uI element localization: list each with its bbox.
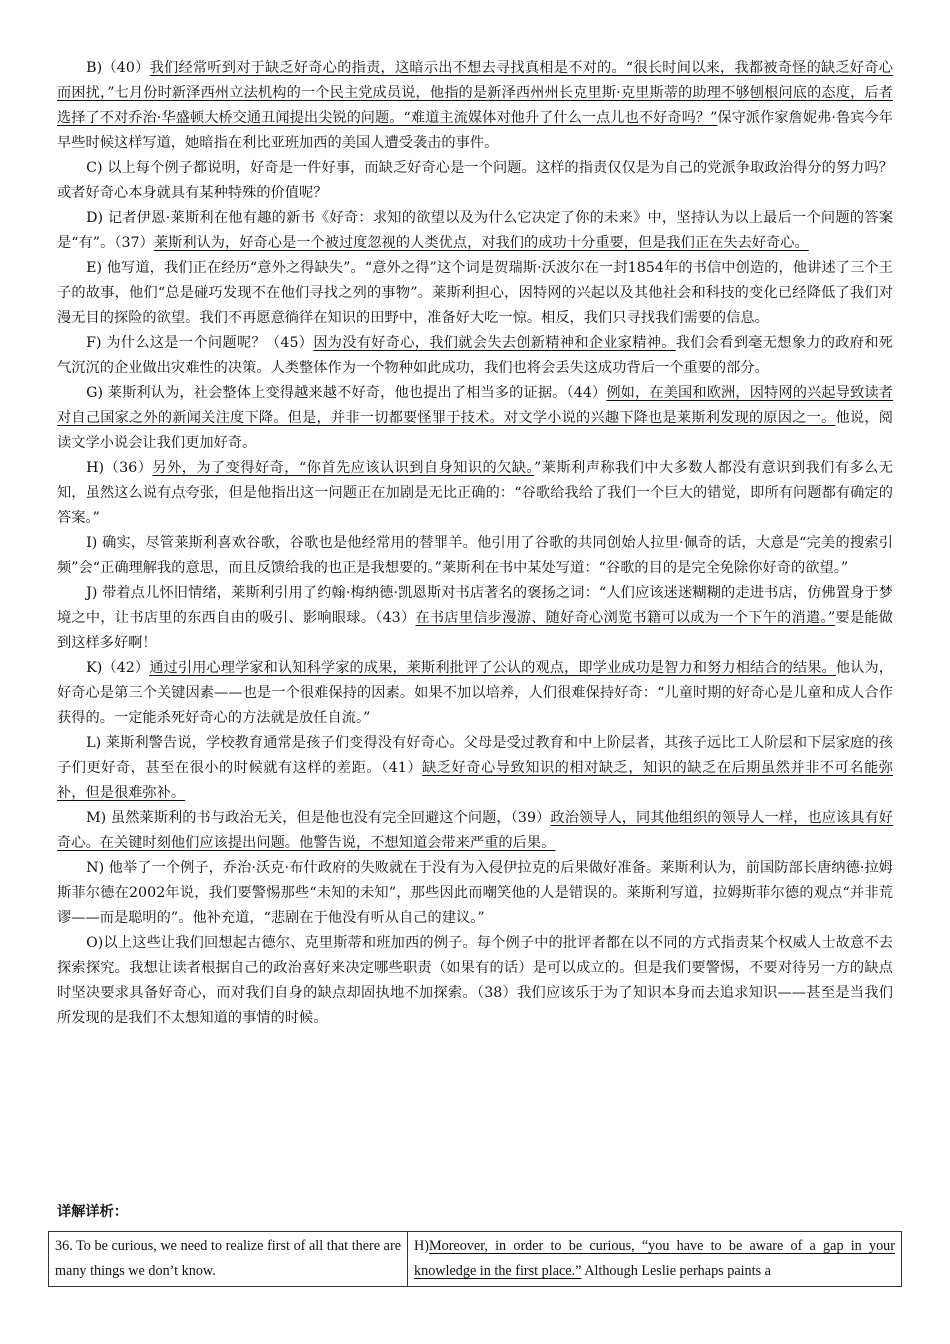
- answer-rest-text: Although Leslie perhaps paints a: [581, 1263, 771, 1279]
- paragraph-text: I) 确实，尽管莱斯利喜欢谷歌，谷歌也是他经常用的替罪羊。他引用了谷歌的共同创始人拉里·佩奇的话，大意是“完美的搜索引频”会“正确理解我的意思，而且反馈给我的也正是我想要的。”莱斯利在书中某处写道：“谷歌的目的是完全免除你好奇的欲望。”: [57, 535, 893, 576]
- paragraph-text: 保守派作家詹妮弗·鲁宾今年早些时候这样写道，她暗指在利比亚班加西的美国人遭受袭击的事件。: [57, 110, 893, 151]
- paragraph-o: [57, 931, 893, 1031]
- analysis-answer-cell: [408, 1232, 902, 1287]
- underlined-text: 我们经常听到对于缺乏好奇心的指责，这暗示出不想去寻找真相是不对的。“很长时间以来，我都被奇怪的缺乏好奇心而困扰，”七月份时新泽西州立法机构的一个民主党成员说，他指的是新泽西州州长克里斯·克里斯蒂的助理不够刨根问底的态度，后者选择了不对乔治·华盛顿大桥交通丑闻提出尖锐的问题。“难道主流媒体对他升了什么一点儿也不好奇吗？”: [57, 60, 893, 126]
- analysis-title: 详解详析：: [57, 1204, 128, 1220]
- paragraph-text: C) 以上每个例子都说明，好奇是一件好事，而缺乏好奇心是一个问题。这样的指责仅仅是为自己的党派争取政治得分的努力吗？或者好奇心本身就具有某种特殊的价值呢？: [57, 160, 893, 201]
- paragraph-text: H)（36）: [86, 460, 153, 476]
- paragraph-c: [57, 156, 893, 206]
- paragraph-text: G) 莱斯利认为，社会整体上变得越来越不好奇，他也提出了相当多的证据。（44）: [86, 385, 607, 401]
- paragraph-text: B)（40）: [86, 60, 150, 76]
- paragraph-j: [57, 581, 893, 656]
- underlined-text: 缺乏好奇心导致知识的相对缺乏，知识的缺乏在后期虽然并非不可名能弥补，但是很难弥补。: [57, 760, 893, 801]
- paragraph-text: M) 虽然莱斯利的书与政治无关，但是他也没有完全回避这个问题，（39）: [86, 810, 551, 826]
- document-body: [57, 56, 893, 1031]
- analysis-table: [48, 1231, 902, 1287]
- paragraph-text: N) 他举了一个例子，乔治·沃克·布什政府的失败就在于没有为入侵伊拉克的后果做好准备。莱斯利认为，前国防部长唐纳德·拉姆斯菲尔德在2002年说，我们要警惕那些“未知的未知”，那些因此而嘲笑他的人是错误的。莱斯利写道，拉姆斯菲尔德的观点“并非荒谬——而是聪明的”。他补充道，“悲剧在于他没有听从自己的建议。”: [57, 860, 893, 926]
- paragraph-l: [57, 731, 893, 806]
- underlined-text: 通过引用心理学家和认知科学家的成果，莱斯利批评了公认的观点，即学业成功是智力和努力相结合的结果。: [149, 660, 836, 676]
- paragraph-text: 我们会看到毫无想象力的政府和死气沉沉的企业做出灾难性的决策。人类整体作为一个物种如此成功，我们也将会丢失这成功背后一个重要的部分。: [57, 335, 893, 376]
- paragraph-d: [57, 206, 893, 256]
- paragraph-i: [57, 531, 893, 581]
- underlined-text: 政治领导人，同其他组织的领导人一样，也应该具有好奇心。在关键时刻他们应该提出问题。他警告说，不想知道会带来严重的后果。: [57, 810, 893, 851]
- underlined-text: 另外，为了变得好奇，“你首先应该认识到自身知识的欠缺。: [152, 460, 535, 476]
- paragraph-text: O)以上这些让我们回想起古德尔、克里斯蒂和班加西的例子。每个例子中的批评者都在以不同的方式指责某个权威人士故意不去探索探究。我想让读者根据自己的政治喜好来决定哪些职责（如果有的话）是可以成立的。但是我们要警惕，不要对待另一方的缺点时坚决要求具备好奇心，而对我们自身的缺点却固执地不加探索。（38）我们应该乐于为了知识本身而去追求知识——甚至是当我们所发现的是我们不太想知道的事情的时候。: [57, 935, 893, 1026]
- paragraph-m: [57, 806, 893, 856]
- paragraph-text: 他说，阅读文学小说会让我们更加好奇。: [57, 410, 893, 451]
- underlined-text: 例如，在美国和欧洲，因特网的兴起导致读者对自己国家之外的新闻关注度下降。但是，并非一切都要怪罪于技术。对文学小说的兴趣下降也是莱斯利发现的原因之一。: [57, 385, 893, 426]
- paragraph-b: [57, 56, 893, 156]
- paragraph-f: [57, 331, 893, 381]
- underlined-text: 在书店里信步漫游、随好奇心浏览书籍可以成为一个下午的消遣。”: [415, 610, 836, 626]
- answer-label: H): [414, 1238, 429, 1254]
- answer-underlined-text: Moreover, in order to be curious, “you have to be aware of a gap in your knowledge in the first place.”: [414, 1238, 895, 1279]
- paragraph-text: K)（42）: [86, 660, 150, 676]
- paragraph-text: 他认为，好奇心是第三个关键因素——也是一个很难保持的因素。如果不加以培养，人们很难保持好奇：“儿童时期的好奇心是儿童和成人合作获得的。一定能杀死好奇心的方法就是放任自流。”: [57, 660, 893, 726]
- paragraph-h: [57, 456, 893, 531]
- paragraph-k: [57, 656, 893, 731]
- paragraph-text: E) 他写道，我们正在经历“意外之得缺失”。“意外之得”这个词是贺瑞斯·沃波尔在一封1854年的书信中创造的，他讲述了三个王子的故事，他们“总是碰巧发现不在他们寻找之列的事物”。莱斯利担心，因特网的兴起以及其他社会和科技的变化已经降低了我们对漫无目的探险的欲望。我们不再愿意徜徉在知识的田野中，准备好大吃一惊。相反，我们只寻找我们需要的信息。: [57, 260, 893, 326]
- paragraph-text: J) 带着点儿怀旧情绪，莱斯利引用了约翰·梅纳德·凯恩斯对书店著名的褒扬之词：“人们应该迷迷糊糊的走进书店，仿佛置身于梦境之中，让书店里的东西自由的吸引、影响眼球。（43）: [57, 585, 893, 626]
- paragraph-text: 要是能做到这样多好啊！: [57, 610, 894, 651]
- underlined-text: 因为没有好奇心，我们就会失去创新精神和企业家精神。: [313, 335, 676, 351]
- paragraph-text: D) 记者伊恩·莱斯利在他有趣的新书《好奇：求知的欲望以及为什么它决定了你的未来》中，坚持认为以上最后一个问题的答案是“有”。（37）: [57, 210, 893, 251]
- paragraph-text: ”莱斯利声称我们中大多数人都没有意识到我们有多么无知，虽然这么说有点夸张，但是他指出这一问题正在加剧是无比正确的：“谷歌给我给了我们一个巨大的错觉，即所有问题都有确定的答案。”: [57, 460, 893, 526]
- paragraph-text: L) 莱斯利警告说，学校教育通常是孩子们变得没有好奇心。父母是受过教育和中上阶层者，其孩子远比工人阶层和下层家庭的孩子们更好奇，甚至在很小的时候就有这样的差距。（41）: [57, 735, 893, 776]
- table-row: [49, 1232, 902, 1287]
- paragraph-text: F) 为什么这是一个问题呢？（45）: [86, 335, 314, 351]
- underlined-text: 莱斯利认为，好奇心是一个被过度忽视的人类优点，对我们的成功十分重要，但是我们正在失去好奇心。: [153, 235, 809, 251]
- paragraph-g: [57, 381, 893, 456]
- paragraph-n: [57, 856, 893, 931]
- analysis-question-cell: 36. To be curious, we need to realize first of all that there are many things we don’t know.: [49, 1232, 408, 1287]
- paragraph-e: [57, 256, 893, 331]
